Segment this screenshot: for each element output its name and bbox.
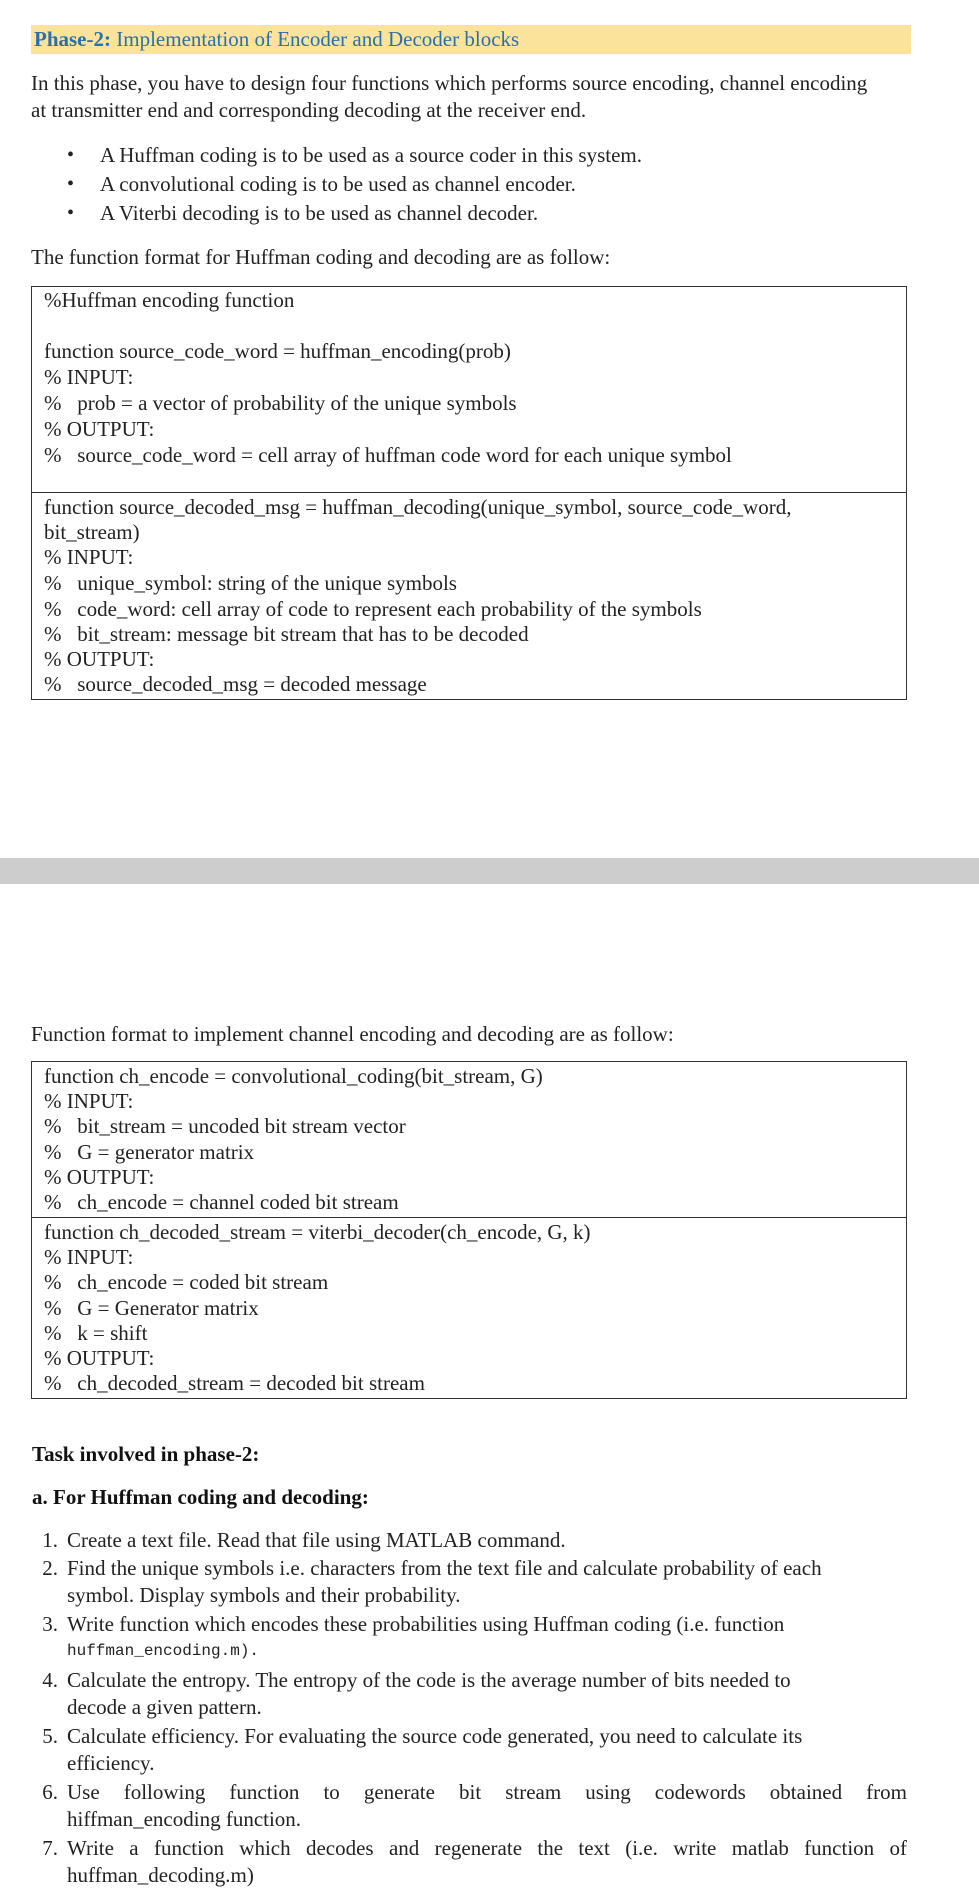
bullet-text: A Viterbi decoding is to be used as channel decoder. [100,201,539,225]
code-line: % ch_encode = channel coded bit stream [44,1190,399,1214]
phase-label: Phase-2: [34,27,111,51]
task-text: Calculate the entropy. The entropy of the code is the average number of bits needed to [67,1668,791,1692]
code-line: % unique_symbol: string of the unique symbols [44,571,457,595]
bullet-item [67,141,643,170]
intro-line-1: In this phase, you have to design four functions which performs source encoding, channel encoding [31,71,868,95]
code-line: % G = generator matrix [44,1140,255,1164]
page-divider [0,858,979,884]
list-item [42,1779,907,1833]
bullet-text: A convolutional coding is to be used as channel encoder. [100,172,576,196]
list-item [42,1835,907,1889]
code-line: function ch_encode = convolutional_coding(bit_stream, G) [44,1064,543,1088]
task-text: symbol. Display symbols and their probability. [67,1583,461,1607]
list-number: 2. [42,1556,58,1580]
huffman-encoding-box [31,286,907,493]
task-text: Write function which encodes these probabilities using Huffman coding (i.e. function [67,1612,785,1636]
code-line: % INPUT: [44,545,134,569]
code-line: % OUTPUT: [44,1165,155,1189]
task-text-code: huffman_encoding.m). [67,1642,260,1660]
code-line: bit_stream) [44,520,140,544]
bullet-text: A Huffman coding is to be used as a source coder in this system. [100,143,643,167]
code-line: % OUTPUT: [44,417,155,441]
sub-heading: a. For Huffman coding and decoding: [32,1485,369,1509]
code-line: % prob = a vector of probability of the unique symbols [44,391,517,415]
code-line: % ch_decoded_stream = decoded bit stream [44,1371,425,1395]
list-item [42,1723,907,1777]
code-line: % INPUT: [44,1245,134,1269]
convolutional-coding-box [31,1061,907,1218]
code-line: % bit_stream: message bit stream that has to be decoded [44,622,529,646]
code-line: function ch_decoded_stream = viterbi_decoder(ch_encode, G, k) [44,1220,591,1244]
list-number: 7. [42,1836,58,1860]
list-item [42,1555,907,1609]
list-item [42,1527,907,1554]
huffman-format-intro: The function format for Huffman coding and decoding are as follow: [31,245,611,269]
task-text: huffman_decoding.m) [67,1863,254,1887]
task-text: decode a given pattern. [67,1695,262,1719]
huffman-decoding-box [31,492,907,700]
intro-line-2: at transmitter end and corresponding decoding at the receiver end. [31,98,587,122]
code-line: function source_decoded_msg = huffman_decoding(unique_symbol, source_code_word, [44,495,792,519]
list-number: 3. [42,1612,58,1636]
code-line: % INPUT: [44,365,134,389]
viterbi-decoder-box [31,1217,907,1399]
code-line: % source_code_word = cell array of huffman code word for each unique symbol [44,443,732,467]
bullet-item [67,199,539,228]
list-item [42,1667,907,1721]
phase-heading [31,25,911,54]
task-text: efficiency. [67,1751,155,1775]
task-text: Calculate efficiency. For evaluating the source code generated, you need to calculate its [67,1724,803,1748]
list-number: 1. [42,1528,58,1552]
code-line: % OUTPUT: [44,647,155,671]
code-line: % code_word: cell array of code to represent each probability of the symbols [44,597,702,621]
code-line: %Huffman encoding function [44,288,295,312]
code-line: % OUTPUT: [44,1346,155,1370]
task-heading: Task involved in phase-2: [32,1442,260,1466]
code-line: % source_decoded_msg = decoded message [44,672,427,696]
bullet-icon: • [67,173,75,195]
task-text: Use following function to generate bit stream using codewords obtained from [67,1780,907,1804]
list-number: 5. [42,1724,58,1748]
code-line: % ch_encode = coded bit stream [44,1270,329,1294]
channel-format-intro: Function format to implement channel encoding and decoding are as follow: [31,1022,674,1046]
task-text: Write a function which decodes and regenerate the text (i.e. write matlab function of [67,1836,907,1860]
list-number: 4. [42,1668,58,1692]
code-line: % G = Generator matrix [44,1296,259,1320]
list-number: 6. [42,1780,58,1804]
bullet-icon: • [67,202,75,224]
task-text: Find the unique symbols i.e. characters from the text file and calculate probability of each [67,1556,822,1580]
code-line: % INPUT: [44,1089,134,1113]
task-text: hiffman_encoding function. [67,1807,302,1831]
list-item [42,1611,907,1665]
bullet-item [67,170,576,199]
code-line: % k = shift [44,1321,148,1345]
phase-title: Implementation of Encoder and Decoder blocks [111,27,520,51]
code-line: % bit_stream = uncoded bit stream vector [44,1114,406,1138]
bullet-icon: • [67,144,75,166]
code-line: function source_code_word = huffman_encoding(prob) [44,339,511,363]
task-text: Create a text file. Read that file using MATLAB command. [67,1528,566,1552]
